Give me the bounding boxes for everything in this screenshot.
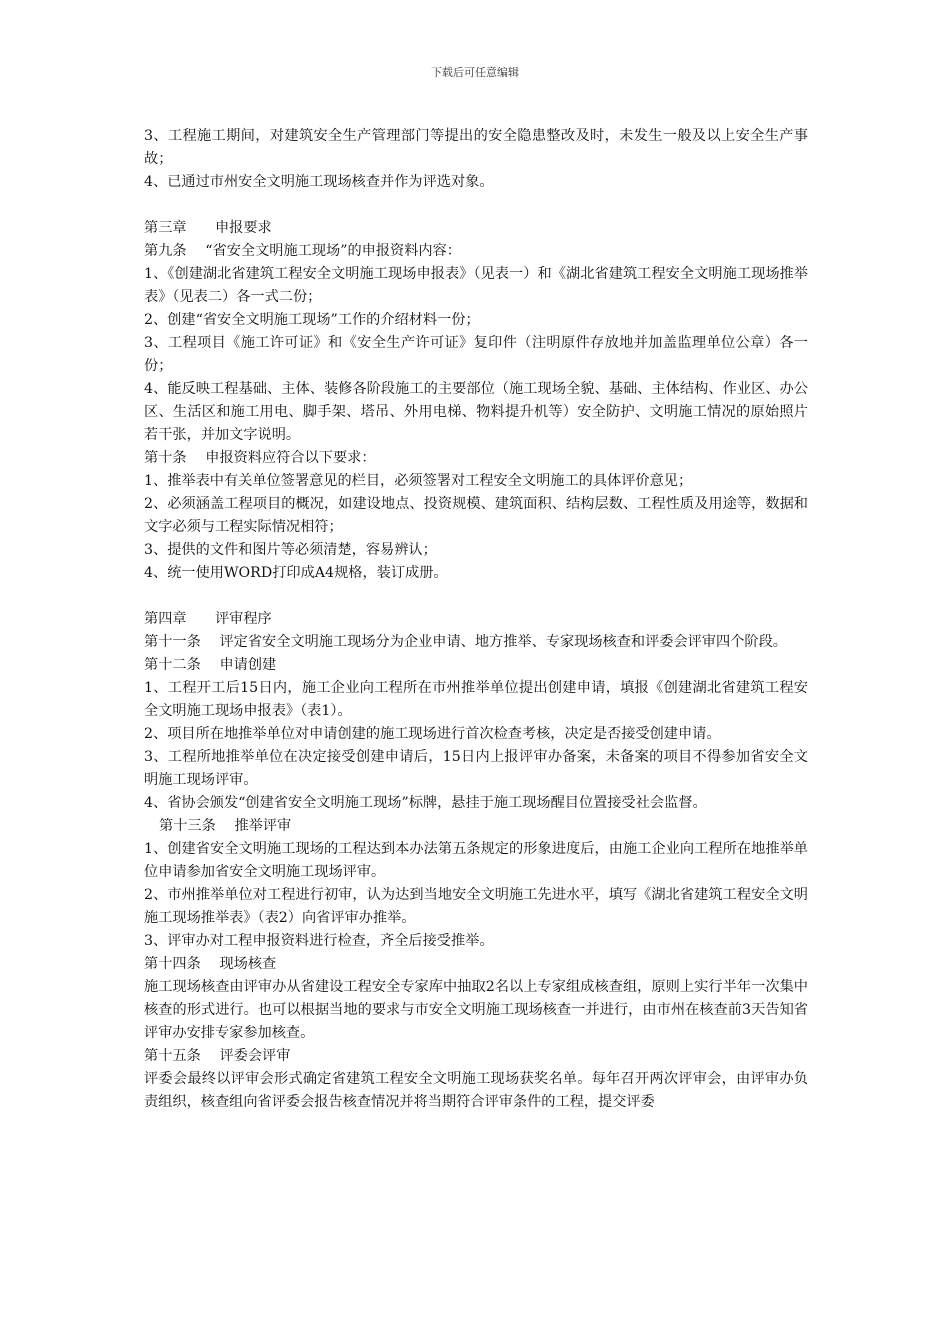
paragraph: 4、已通过市州安全文明施工现场核查并作为评选对象。: [144, 174, 494, 190]
article-heading: 第十四条 现场核查: [144, 956, 277, 972]
paragraph: 2、必须涵盖工程项目的概况，如建设地点、投资规模、建筑面积、结构层数、工程性质及用途等，数据和文字必须与工程实际情况相符；: [144, 496, 808, 535]
paragraph: 3、评审办对工程申报资料进行检查，齐全后接受推举。: [144, 933, 494, 949]
chapter-heading: 第四章 评审程序: [144, 611, 272, 627]
paragraph: 3、提供的文件和图片等必须清楚，容易辨认；: [144, 542, 437, 558]
document-body: [144, 125, 808, 1114]
article-heading: 第十条 申报资料应符合以下要求：: [144, 450, 376, 466]
article-heading: 第十二条 申请创建: [144, 657, 277, 673]
paragraph: 4、省协会颁发“创建省安全文明施工现场”标牌，悬挂于施工现场醒目位置接受社会监督。: [144, 795, 707, 811]
chapter-heading: 第三章 申报要求: [144, 220, 272, 236]
paragraph: 评委会最终以评审会形式确定省建筑工程安全文明施工现场获奖名单。每年召开两次评审会，由评审办负责组织，核查组向省评委会报告核查情况并将当期符合评审条件的工程，提交评委: [144, 1071, 808, 1110]
paragraph: 2、市州推举单位对工程进行初审，认为达到当地安全文明施工先进水平，填写《湖北省建筑工程安全文明施工现场推举表》（表2）向省评审办推举。: [144, 887, 808, 926]
paragraph: 1、创建省安全文明施工现场的工程达到本办法第五条规定的形象进度后，由施工企业向工程所在地推举单位申请参加省安全文明施工现场评审。: [144, 841, 808, 880]
page-header: 下载后可任意编辑: [431, 66, 519, 79]
paragraph: 1、《创建湖北省建筑工程安全文明施工现场申报表》（见表一）和《湖北省建筑工程安全文明施工现场推举表》（见表二）各一式二份；: [144, 266, 808, 305]
article-heading: 第十五条 评委会评审: [144, 1048, 291, 1064]
article-paragraph: 第十一条 评定省安全文明施工现场分为企业申请、地方推举、专家现场核查和评委会评审四个阶段。: [144, 634, 787, 650]
paragraph: 1、推举表中有关单位签署意见的栏目，必须签署对工程安全文明施工的具体评价意见；: [144, 473, 693, 489]
paragraph: 3、工程施工期间，对建筑安全生产管理部门等提出的安全隐患整改及时，未发生一般及以上安全生产事故；: [144, 128, 808, 167]
paragraph: 4、能反映工程基础、主体、装修各阶段施工的主要部位（施工现场全貌、基础、主体结构、作业区、办公区、生活区和施工用电、脚手架、塔吊、外用电梯、物料提升机等）安全防护、文明施工情况的原始照片若干张，并加文字说明。: [144, 381, 808, 443]
paragraph: 1、工程开工后15日内，施工企业向工程所在市州推举单位提出创建申请，填报《创建湖北省建筑工程安全文明施工现场申报表》（表1）。: [144, 680, 808, 719]
paragraph: 2、创建“省安全文明施工现场”工作的介绍材料一份；: [144, 312, 480, 328]
paragraph: 2、项目所在地推举单位对申请创建的施工现场进行首次检查考核，决定是否接受创建申请。: [144, 726, 721, 742]
paragraph: 3、工程项目《施工许可证》和《安全生产许可证》复印件（注明原件存放地并加盖监理单位公章）各一份；: [144, 335, 808, 374]
paragraph: 3、工程所地推举单位在决定接受创建申请后，15日内上报评审办备案，未备案的项目不得参加省安全文明施工现场评审。: [144, 749, 808, 788]
article-heading: 第九条 “省安全文明施工现场”的申报资料内容：: [144, 243, 461, 259]
paragraph: 4、统一使用WORD打印成A4规格，装订成册。: [144, 565, 448, 581]
article-heading: 第十三条 推举评审: [159, 818, 292, 834]
paragraph: 施工现场核查由评审办从省建设工程安全专家库中抽取2名以上专家组成核查组，原则上实行半年一次集中核查的形式进行。也可以根据当地的要求与市安全文明施工现场核查一并进行，由市州在核查前3天告知省评审办安排专家参加核查。: [144, 979, 808, 1041]
